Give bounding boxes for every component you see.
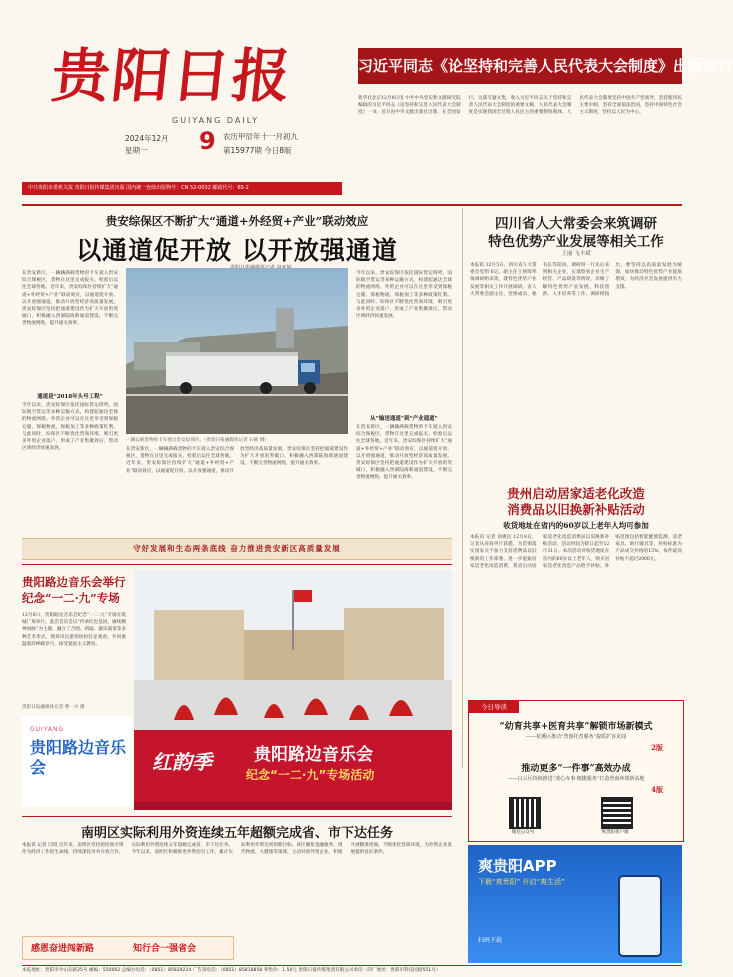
guide-item-1-sub: ——花溪区推动“普惠托育服务”提质扩容见闻 xyxy=(525,734,627,740)
right-story2-body: 本报讯 记者 刘惠民 12月8日，记者从省商务厅获悉，为贯彻落实国家关于加力支持消费品以旧换新的工作部署，进一步提振居家适老化改造消费，我省启动居家适老化改造消费品以旧换新补贴活动，活动时间为即日起至12月31日。本次活动对收货地址在省内的60岁以上老年人，购买居家适老化改造产品给予补贴。补贴范围包括智能健康监测、适老家具、助行辅具等，补贴标准为产品成交价格的15%，每件最高补贴不超过2000元。 xyxy=(470,535,682,569)
qr-code-wechat[interactable] xyxy=(509,797,541,829)
top-story-title: 习近平同志《论坚持和完善人民代表大会制度》出版发行 xyxy=(358,48,682,84)
divider-3 xyxy=(22,816,452,817)
concert-banner-sub: 纪念“一二·九”专场活动 xyxy=(246,768,375,782)
qr-label-wechat: 微信公众号 xyxy=(511,830,535,835)
right-story2-title2: 消费品以旧换新补贴活动 xyxy=(507,502,645,517)
masthead-title: 贵阳日报 xyxy=(48,42,296,110)
guide-item-1-page: 2版 xyxy=(651,743,663,752)
lead-photo xyxy=(126,268,348,434)
qr-label-app: 爽贵阳客户端 xyxy=(601,830,629,835)
lead-kicker: 贵安综保区不断扩大“通道+外经贸+产业”联动效应 xyxy=(105,214,369,228)
bottom-story-title: 南明区实际利用外资连续五年超额完成省、市下达任务 xyxy=(80,826,393,841)
bottom-story-body: 本报讯 记者 闫琪 近年来，南明区坚持把招商引资作为经济工作的生命线，持续深化对外开放合作，实际利用外资连续五年超额完成省、市下达任务。今年以来，南明区积极推进外资招引工作，累计实际利用外资达到预期目标。该区聚焦金融服务、现代物流、大健康等领域，主动对接外资企业，积极开展精准招商，不断优化营商环境，为外资企业发展提供良好条件。 xyxy=(22,843,452,856)
truck-photo xyxy=(126,268,348,434)
lead-body-right: 今年以来，贵安综保区依托国际货运班列、国际航空货运等多种运输方式，构建起通达全球的物流网络。外贸企业可以在这里享受到保税仓储、保税物流、保税加工等多种政策红利。与此同时，综保区不断优化营商环境，吸引更多外贸企业落户，形成了产业集聚效应，带动区域经济快速发展。 xyxy=(356,271,452,320)
divider xyxy=(22,204,682,206)
right-story1-byline: 王丽 飞丰斌 xyxy=(561,251,591,257)
divider-2 xyxy=(22,564,452,565)
date-month: 2024年12月 xyxy=(125,134,169,143)
top-story-body: 新华社北京12月8日电 中共中央党史和文献研究院编辑的习近平同志《论坚持和完善人民代表大会制度》一书，近日由中央文献出版社出版，在全国发行。这部专题文集，收入习近平同志关于坚持和完善人民代表大会制度的重要文稿。人民代表大会制度是实现我国全过程人民民主的重要制度载体。人民代表大会制度坚持中国共产党领导，坚持使用民主集中制，坚持全面依法治国，坚持中国特色社会主义制度，坚持以人民为中心。 xyxy=(358,96,682,116)
bottom-ad-text2: 知行合一强省会 xyxy=(133,944,197,954)
concert-photo xyxy=(134,570,452,810)
date-day: 9 xyxy=(199,127,216,155)
right-divider xyxy=(462,208,463,768)
concert-banner-title: 贵阳路边音乐会 xyxy=(254,745,373,765)
lead-subhead-1: 通道是“2018年头号工程” xyxy=(37,394,103,400)
right-story2-subhead: 收货地址在省内的60岁以上老年人均可参加 xyxy=(503,521,649,530)
issue-number: 第15977期 今日8版 xyxy=(223,146,292,155)
music-side-logo xyxy=(22,716,132,806)
music-side-logo-en: GUIYANG xyxy=(30,726,65,733)
bottom-ad-text1: 感恩奋进闯新路 xyxy=(31,944,95,954)
music-body: 12月8日，贵阳路边音乐会纪念“一二·九”专场在筑城广场举行。此次音乐会以“传承红色基因、赓续精神血脉”为主题，融合了合唱、朗诵、器乐演奏等多种艺术形式，现场市民游客纷纷驻足观看，共同重温那段峥嵘岁月，接受爱国主义教育。 xyxy=(22,613,126,647)
date-weekday: 星期一 xyxy=(125,146,148,155)
feature-band xyxy=(22,538,452,560)
phone-icon xyxy=(618,875,662,957)
lead-photo-caption: 一辆运载货物的卡车驶出贵安综保区。（贵阳日报融媒体记者 石硕 摄） xyxy=(126,438,270,443)
footer-rule xyxy=(22,965,682,966)
right-story1-title2: 特色优势产业发展等相关工作 xyxy=(488,234,664,250)
app-ad-tagline: 扫码下载 xyxy=(478,937,503,944)
lead-body-left: 在贵安新区，一辆辆满载货物的卡车驶入贵安综合保税区，货物在这里完成报关、检验后运往全球各地。近年来，贵安综保区持续扩大“通道+外经贸+产业”联动效应，以通道促开放、以开放强通道，推动开放型经济高质量发展。贵安综保区坚持把通道建设作为扩大开放的突破口，积极融入西部陆海新通道建设，不断完善物流网络，提升通关效率。 xyxy=(22,271,118,327)
lead-body-right-2: 在贵安新区，一辆辆满载货物的卡车驶入贵安综合保税区，货物在这里完成报关、检验后运往全球各地。近年来，贵安综保区持续扩大“通道+外经贸+产业”联动效应，以通道促开放、以开放强通道，推动开放型经济高质量发展。贵安综保区坚持把通道建设作为扩大开放的突破口，积极融入西部陆海新通道建设，不断完善物流网络，提升通关效率。 xyxy=(356,425,452,481)
qr-code-app[interactable] xyxy=(601,797,633,829)
guide-item-2-sub: ——白云区持续推进“放心办事·便捷服务”打造营商环境新高地 xyxy=(507,776,645,782)
app-ad[interactable] xyxy=(468,845,682,963)
footer: 本报地址：贵阳市中山东路25号 邮编：550002 总编办电话：（0851）85829224 广告部电话：（0851）85818858 零售价：1.50元 贵阳日报传媒集团有限公司承印（印厂地址：贵阳市科技园路551号） xyxy=(22,968,441,973)
guide-item-2-title[interactable]: 推动更多“一件事”高效办成 xyxy=(521,764,631,774)
music-title1: 贵阳路边音乐会举行 xyxy=(22,575,126,589)
lead-subhead-2: 从“输送通道”到“产业通道” xyxy=(370,416,438,422)
lead-body-left-2: 今年以来，贵安综保区依托国际货运班列、国际航空货运等多种运输方式，构建起通达全球的物流网络。外贸企业可以在这里享受到保税仓储、保税物流、保税加工等多种政策红利。与此同时，综保区不断优化营商环境，吸引更多外贸企业落户，形成了产业集聚效应，带动区域经济快速发展。 xyxy=(22,403,118,452)
music-side-logo-text: 贵阳路边音乐会 xyxy=(30,738,127,777)
right-story1-title1: 四川省人大常委会来筑调研 xyxy=(495,216,657,232)
guide-item-2-page: 4版 xyxy=(651,785,663,794)
masthead xyxy=(22,20,342,140)
date-block xyxy=(125,127,365,173)
masthead-pinyin: GUIYANG DAILY xyxy=(172,116,260,125)
right-story1-body: 本报讯 12月5日，四川省人大常委会党组书记、副主任王铭晖率领调研组来筑，就特色优势产业发展等相关工作开展调研。省人大常委会副主任、党组成员、秘书长等陪同。调研组一行先后来到相关企业，实地察看企业生产经营、产品研发等情况，详细了解特色优势产业发展、科技创新、人才培养等工作。调研组指出，要坚持以高质量发展为统领，加快推动特色优势产业提质增效，为经济社会发展提供有力支撑。 xyxy=(470,263,682,297)
app-ad-title: 爽贵阳APP xyxy=(478,857,557,875)
concert-banner-logo: 红韵季 xyxy=(152,750,212,774)
date-lunar: 农历甲辰年十一月初九 xyxy=(223,132,298,141)
bottom-ad xyxy=(22,936,234,960)
publisher-bar: 中共贵阳市委机关报 贵阳日报传媒集团出版 国内统一连续出版物号：CN 52-0032 邮政代号：65-2 xyxy=(22,182,342,195)
music-byline: 贵阳日报融媒体记者 曹一兵 摄 xyxy=(22,705,85,710)
app-ad-line: 下载“爽贵阳” 开启“爽生活” xyxy=(478,878,565,886)
guide-item-1-title[interactable]: “幼育共享+医育共享”解锁市场新模式 xyxy=(499,722,653,732)
today-guide-label: 今日导读 xyxy=(469,701,519,713)
feature-band-text: 守好发展和生态两条底线 奋力推进贵安新区高质量发展 xyxy=(133,544,341,553)
lead-body-mid: 在贵安新区，一辆辆满载货物的卡车驶入贵安综合保税区，货物在这里完成报关、检验后运往全球各地。近年来，贵安综保区持续扩大“通道+外经贸+产业”联动效应，以通道促开放、以开放强通道，推动开放型经济高质量发展。贵安综保区坚持把通道建设作为扩大开放的突破口，积极融入西部陆海新通道建设，不断完善物流网络，提升通关效率。 xyxy=(126,447,348,474)
today-guide xyxy=(468,700,684,842)
right-story2-title1: 贵州启动居家适老化改造 xyxy=(507,486,645,501)
lead-headline: 以通道促开放 以开放强通道 xyxy=(76,236,398,265)
music-title2: 纪念“一二·九”专场 xyxy=(22,591,120,605)
